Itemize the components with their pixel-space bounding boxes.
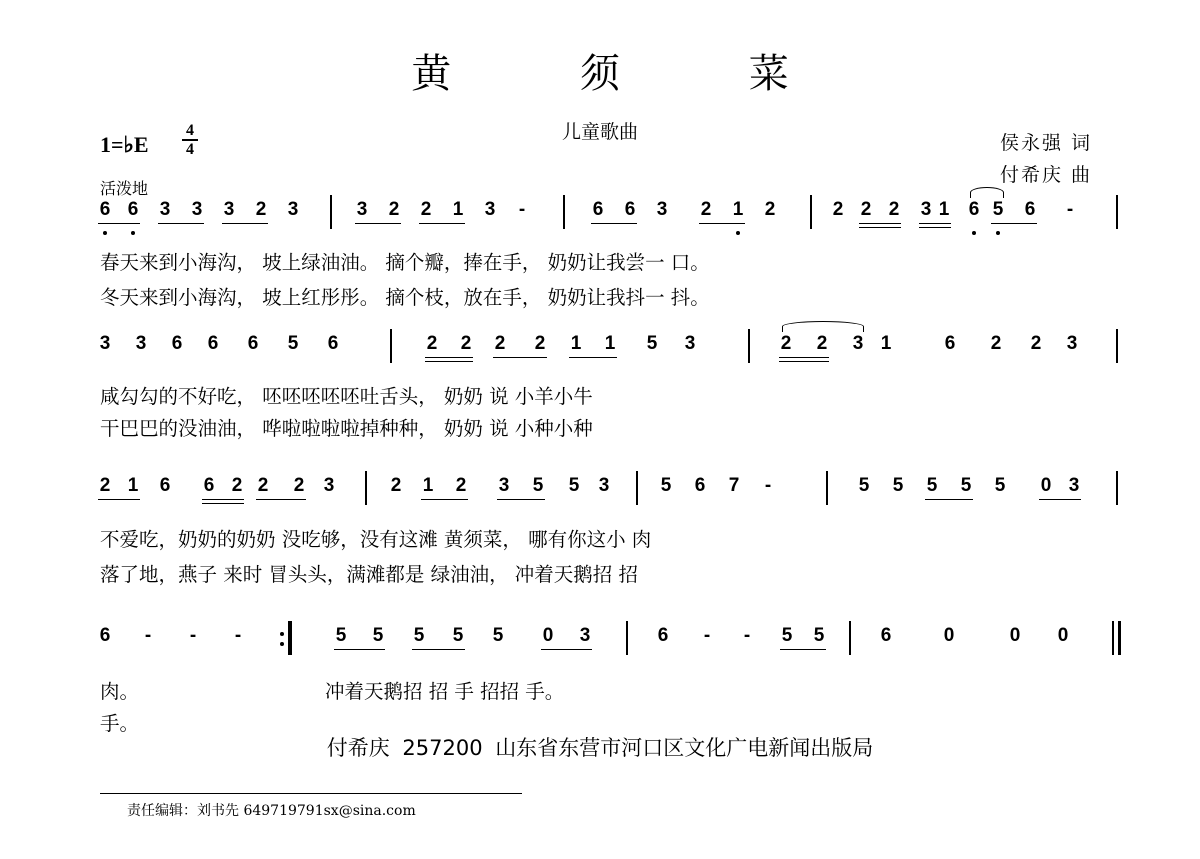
time-signature	[182, 122, 198, 158]
beam-line	[355, 223, 401, 224]
note: 2	[426, 333, 438, 354]
tempo-marking: 活泼地	[100, 179, 149, 198]
beam-line	[541, 649, 592, 650]
beam-line	[1039, 499, 1081, 500]
beam-line	[779, 357, 829, 358]
note: 6	[592, 199, 604, 220]
row4-lyric-coda: 冲着天鹅招 招 手 招招 手。	[325, 680, 565, 703]
beam-line	[202, 499, 244, 500]
song-genre: 儿童歌曲	[561, 121, 638, 143]
beam-line	[222, 223, 268, 224]
note: 2	[99, 475, 111, 496]
note: 3	[1066, 333, 1078, 354]
note: 2	[700, 199, 712, 220]
note: 1	[127, 475, 139, 496]
barline	[365, 471, 367, 505]
time-signature-top: 4	[182, 122, 198, 141]
row4-lyric-verse2-end: 手。	[100, 712, 140, 735]
note: 1	[452, 199, 464, 220]
octave-low-dot	[131, 231, 135, 235]
barline	[1116, 195, 1118, 229]
beam-line	[98, 499, 140, 500]
beam-line	[859, 223, 901, 224]
note: 2	[388, 199, 400, 220]
note: 3	[920, 199, 932, 220]
barline	[390, 329, 392, 363]
octave-low-dot	[996, 231, 1000, 235]
editor-info: 责任编辑：刘书先 649719791sx@sina.com	[127, 803, 416, 819]
sustain-dash: -	[234, 625, 242, 646]
beam-line	[991, 223, 1037, 224]
note: 5	[335, 625, 347, 646]
beam-line	[412, 649, 465, 650]
note: 2	[1030, 333, 1042, 354]
note: 3	[223, 199, 235, 220]
note: 2	[455, 475, 467, 496]
sustain-dash: -	[703, 625, 711, 646]
slur	[970, 187, 1004, 198]
note: 0	[542, 625, 554, 646]
barline	[810, 195, 812, 229]
note: 6	[880, 625, 892, 646]
note: 1	[570, 333, 582, 354]
key-signature	[100, 122, 194, 158]
beam-line	[493, 357, 547, 358]
double-beam-line	[425, 361, 473, 362]
sustain-dash: -	[144, 625, 152, 646]
note: 6	[968, 199, 980, 220]
note: 6	[694, 475, 706, 496]
beam-line	[158, 223, 204, 224]
note: 5	[532, 475, 544, 496]
note: 3	[1068, 475, 1080, 496]
song-title: 黄 须 菜	[411, 51, 847, 97]
note: 3	[579, 625, 591, 646]
note: 5	[646, 333, 658, 354]
note: 2	[780, 333, 792, 354]
note: 3	[498, 475, 510, 496]
note: 6	[327, 333, 339, 354]
note: 2	[460, 333, 472, 354]
note: 3	[99, 333, 111, 354]
beam-line	[699, 223, 745, 224]
note: 3	[135, 333, 147, 354]
note: 2	[990, 333, 1002, 354]
note: 1	[422, 475, 434, 496]
note: 5	[568, 475, 580, 496]
note: 5	[992, 199, 1004, 220]
note: 2	[832, 199, 844, 220]
note: 2	[390, 475, 402, 496]
octave-low-dot	[736, 231, 740, 235]
note: 5	[926, 475, 938, 496]
row3-lyric-verse1: 不爱吃，奶奶的奶奶 没吃够，没有这滩 黄须菜， 哪有你这小 肉	[100, 528, 652, 551]
note: 5	[892, 475, 904, 496]
note: 3	[287, 199, 299, 220]
note: 0	[1040, 475, 1052, 496]
beam-line	[98, 223, 140, 224]
row1-lyric-verse2: 冬天来到小海沟， 坡上红彤彤。 摘个枝，放在手， 奶奶让我抖一 抖。	[100, 286, 710, 309]
note: 3	[191, 199, 203, 220]
repeat-dot	[280, 642, 284, 646]
note: 5	[452, 625, 464, 646]
note: 5	[372, 625, 384, 646]
beam-line	[497, 499, 545, 500]
barline	[330, 195, 332, 229]
beam-line	[780, 649, 826, 650]
beam-line	[421, 499, 468, 500]
note: 6	[203, 475, 215, 496]
note: 6	[171, 333, 183, 354]
barline	[636, 471, 638, 505]
note: 3	[852, 333, 864, 354]
note: 2	[494, 333, 506, 354]
barline	[849, 621, 851, 655]
note: 3	[598, 475, 610, 496]
note: 2	[888, 199, 900, 220]
note: 0	[1057, 625, 1069, 646]
note: 3	[159, 199, 171, 220]
barline	[1116, 329, 1118, 363]
note: 1	[732, 199, 744, 220]
beam-line	[591, 223, 637, 224]
sustain-dash: -	[743, 625, 751, 646]
row4-lyric-verse1-end: 肉。	[100, 680, 140, 703]
note: 1	[938, 199, 950, 220]
double-beam-line	[779, 361, 829, 362]
note: 6	[207, 333, 219, 354]
note: 1	[880, 333, 892, 354]
note: 5	[960, 475, 972, 496]
note: 1	[604, 333, 616, 354]
note: 6	[624, 199, 636, 220]
note: 3	[323, 475, 335, 496]
key-label: 1=♭E	[100, 132, 149, 157]
beam-line	[919, 223, 951, 224]
row1-lyric-verse1: 春天来到小海沟， 坡上绿油油。 摘个瓣，捧在手， 奶奶让我尝一 口。	[100, 251, 710, 274]
note: 6	[657, 625, 669, 646]
note: 2	[420, 199, 432, 220]
beam-line	[419, 223, 465, 224]
row2-lyric-verse2: 干巴巴的没油油， 哗啦啦啦啦掉种种， 奶奶 说 小种小种	[100, 417, 593, 440]
note: 2	[816, 333, 828, 354]
note: 5	[660, 475, 672, 496]
sustain-dash: -	[189, 625, 197, 646]
final-barline	[1112, 621, 1121, 655]
note: 2	[293, 475, 305, 496]
note: 5	[492, 625, 504, 646]
sustain-dash: -	[1066, 199, 1074, 220]
note: 5	[413, 625, 425, 646]
note: 6	[99, 625, 111, 646]
beam-line	[569, 357, 617, 358]
beam-line	[256, 499, 306, 500]
barline	[826, 471, 828, 505]
barline	[626, 621, 628, 655]
note: 2	[231, 475, 243, 496]
publisher-info: 付希庆 257200 山东省东营市河口区文化广电新闻出版局	[326, 736, 874, 760]
note: 2	[860, 199, 872, 220]
sustain-dash: -	[764, 475, 772, 496]
note: 6	[99, 199, 111, 220]
note: 3	[656, 199, 668, 220]
slur	[782, 321, 864, 332]
note: 2	[534, 333, 546, 354]
note: 5	[994, 475, 1006, 496]
note: 6	[944, 333, 956, 354]
beam-line	[334, 649, 385, 650]
double-beam-line	[919, 227, 951, 228]
editor-divider	[100, 793, 522, 794]
double-beam-line	[859, 227, 901, 228]
note: 2	[764, 199, 776, 220]
note: 5	[781, 625, 793, 646]
note: 5	[287, 333, 299, 354]
composer-credit: 付希庆 曲	[1000, 164, 1093, 186]
note: 0	[1009, 625, 1021, 646]
double-beam-line	[202, 503, 244, 504]
octave-low-dot	[103, 231, 107, 235]
note: 2	[255, 199, 267, 220]
octave-low-dot	[972, 231, 976, 235]
note: 6	[1024, 199, 1036, 220]
beam-line	[425, 357, 473, 358]
note: 0	[943, 625, 955, 646]
note: 6	[127, 199, 139, 220]
note: 2	[257, 475, 269, 496]
time-signature-bottom: 4	[186, 141, 194, 158]
note: 3	[356, 199, 368, 220]
sustain-dash: -	[518, 199, 526, 220]
note: 7	[728, 475, 740, 496]
note: 3	[684, 333, 696, 354]
beam-line	[925, 499, 973, 500]
repeat-barline	[288, 621, 292, 655]
note: 6	[159, 475, 171, 496]
row3-lyric-verse2: 落了地，燕子 来时 冒头头，满滩都是 绿油油， 冲着天鹅招 招	[100, 563, 638, 586]
barline	[748, 329, 750, 363]
note: 3	[484, 199, 496, 220]
note: 6	[247, 333, 259, 354]
repeat-dot	[280, 632, 284, 636]
note: 5	[858, 475, 870, 496]
barline	[563, 195, 565, 229]
note: 5	[813, 625, 825, 646]
row2-lyric-verse1: 咸勾勾的不好吃， 呸呸呸呸呸吐舌头， 奶奶 说 小羊小牛	[100, 385, 593, 408]
lyricist-credit: 侯永强 词	[1000, 132, 1093, 154]
barline	[1116, 471, 1118, 505]
